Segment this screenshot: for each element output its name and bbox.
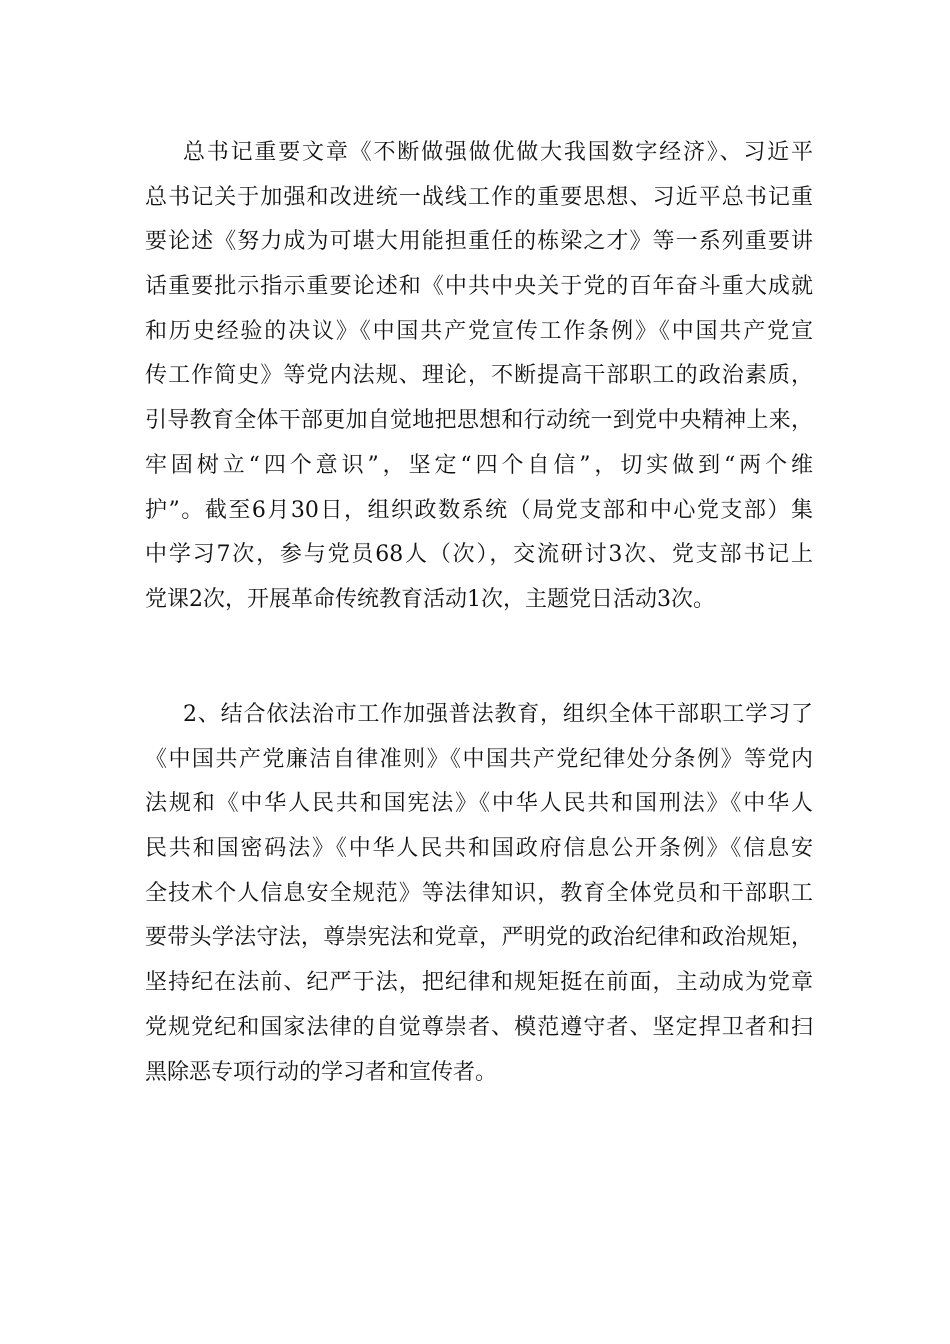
paragraph-line: 要论述《努力成为可堪大用能担重任的栋梁之才》等一系列重要讲: [145, 229, 813, 255]
paragraph-line: 党课2次，开展革命传统教育活动1次，主题党日活动3次。: [145, 586, 715, 612]
paragraph-line: 法规和《中华人民共和国宪法》《中华人民共和国刑法》《中华人: [145, 791, 813, 817]
paragraph-line: 传工作简史》等党内法规、理论，不断提高干部职工的政治素质，: [145, 363, 813, 389]
paragraph-line: 民共和国密码法》《中华人民共和国政府信息公开条例》《信息安: [145, 836, 813, 862]
paragraph-line: 黑除恶专项行动的学习者和宣传者。: [145, 1059, 498, 1085]
paragraph-line: 护”。截至6月30日，组织政数系统（局党支部和中心党支部）集: [145, 497, 813, 523]
paragraph-study-summary: [145, 131, 813, 623]
paragraph-line: 引导教育全体干部更加自觉地把思想和行动统一到党中央精神上来，: [145, 408, 813, 434]
paragraph-line: 《中国共产党廉洁自律准则》《中国共产党纪律处分条例》等党内: [145, 746, 813, 772]
paragraph-line: 牢固树立“四个意识”，坚定“四个自信”，切实做到“两个维: [145, 452, 813, 478]
paragraph-line: 党规党纪和国家法律的自觉尊崇者、模范遵守者、坚定捍卫者和扫: [145, 1014, 813, 1040]
paragraph-line: 和历史经验的决议》《中国共产党宣传工作条例》《中国共产党宣: [145, 318, 813, 344]
paragraph-line: 全技术个人信息安全规范》等法律知识，教育全体党员和干部职工: [145, 880, 813, 906]
paragraph-line: 中学习7次，参与党员68人（次），交流研讨3次、党支部书记上: [145, 542, 813, 568]
paragraph-line: 总书记关于加强和改进统一战线工作的重要思想、习近平总书记重: [145, 184, 813, 210]
paragraph-line: 话重要批示指示重要论述和《中共中央关于党的百年奋斗重大成就: [145, 274, 813, 300]
paragraph-line: 要带头学法守法，尊崇宪法和党章，严明党的政治纪律和政治规矩，: [145, 925, 813, 951]
paragraph-line: 总书记重要文章《不断做强做优做大我国数字经济》、习近平: [183, 140, 813, 165]
paragraph-line: 坚持纪在法前、纪严于法，把纪律和规矩挺在前面，主动成为党章: [145, 970, 813, 996]
paragraph-line: 2、结合依法治市工作加强普法教育，组织全体干部职工学习了: [183, 702, 813, 727]
paragraph-legal-education: [145, 693, 813, 1095]
